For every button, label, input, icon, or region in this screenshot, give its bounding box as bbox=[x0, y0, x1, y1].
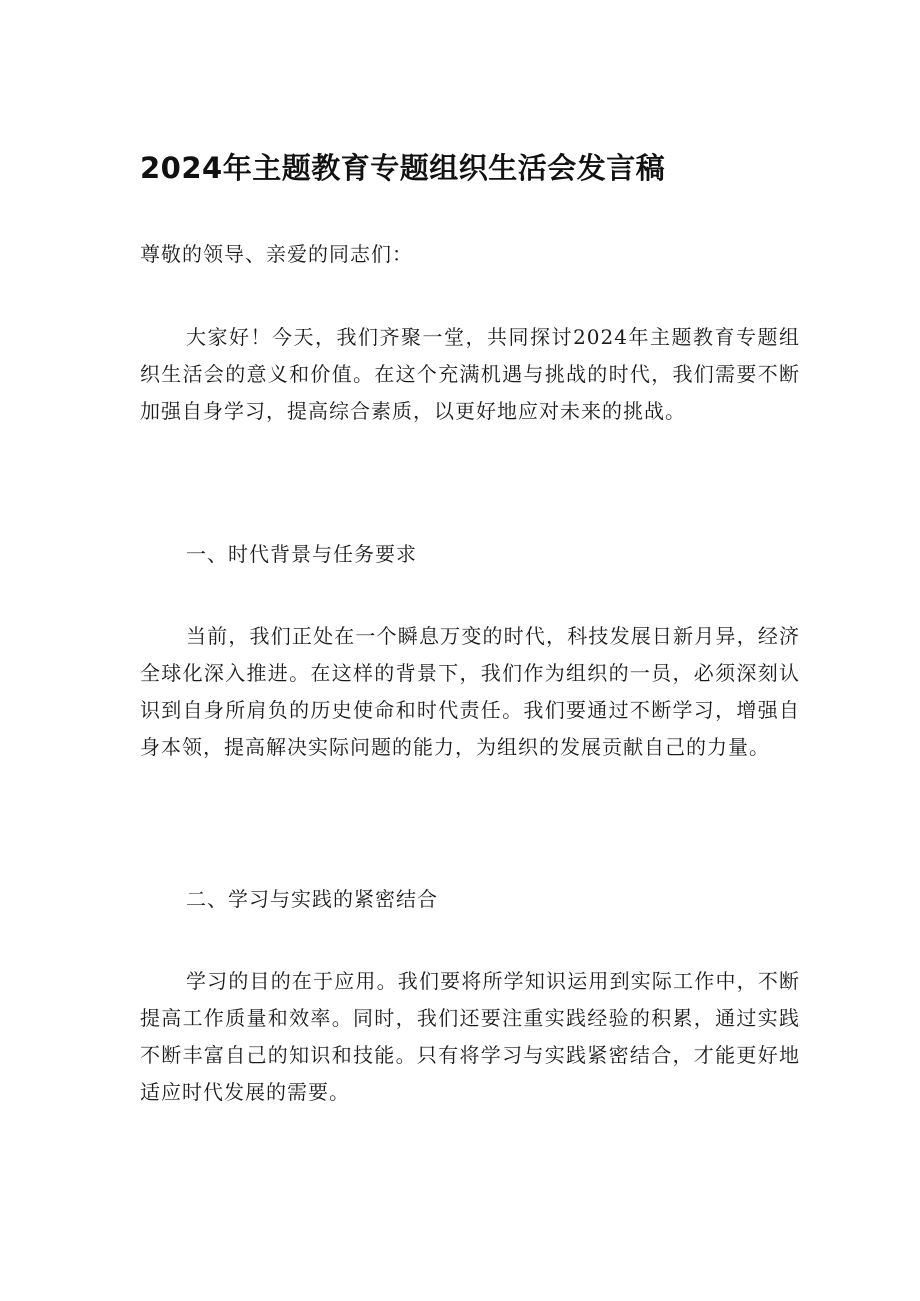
section-heading-2: 二、学习与实践的紧密结合 bbox=[186, 887, 438, 911]
document-title: 2024年主题教育专题组织生活会发言稿 bbox=[140, 151, 666, 185]
section-heading-1: 一、时代背景与任务要求 bbox=[186, 542, 417, 566]
paragraph-background: 当前，我们正处在一个瞬息万变的时代，科技发展日新月异，经济全球化深入推进。在这样的背景下，我们作为组织的一员，必须深刻认识到自身所肩负的历史使命和时代责任。我们要通过不断学习，增强自身本领，提高解决实际问题的能力，为组织的发展贡献自己的力量。 bbox=[140, 624, 800, 759]
paragraph-opening: 大家好！今天，我们齐聚一堂，共同探讨2024年主题教育专题组织生活会的意义和价值。在这个充满机遇与挑战的时代，我们需要不断加强自身学习，提高综合素质，以更好地应对未来的挑战。 bbox=[140, 325, 800, 423]
salutation: 尊敬的领导、亲爱的同志们： bbox=[140, 242, 413, 266]
paragraph-practice: 学习的目的在于应用。我们要将所学知识运用到实际工作中，不断提高工作质量和效率。同时，我们还要注重实践经验的积累，通过实践不断丰富自己的知识和技能。只有将学习与实践紧密结合，才能更好地适应时代发展的需要。 bbox=[140, 969, 800, 1104]
